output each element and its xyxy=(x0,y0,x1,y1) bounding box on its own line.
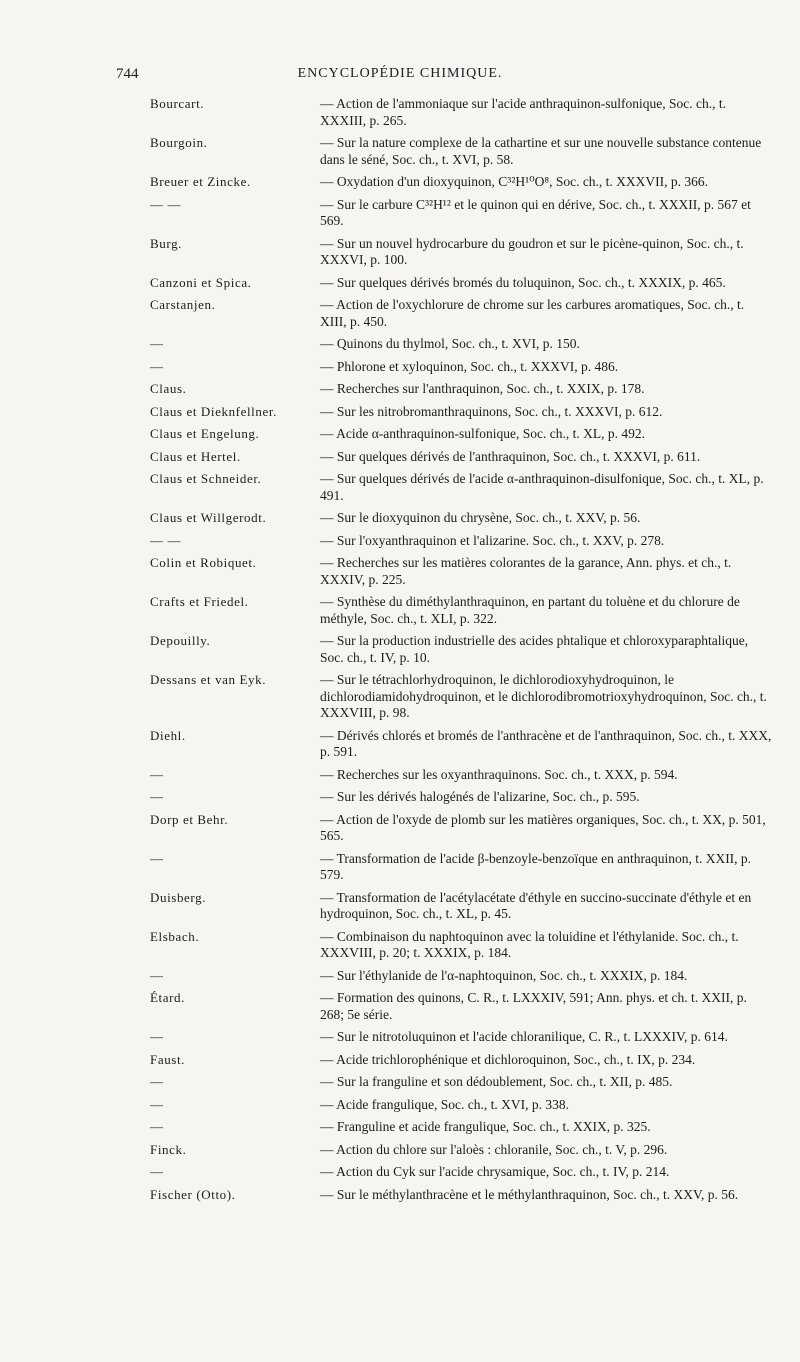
bibliography-entry xyxy=(0,851,800,884)
entry-author: — xyxy=(150,1164,164,1179)
entry-author: — xyxy=(150,850,164,866)
entry-description: — Sur l'éthylanide de l'α-naphtoquinon, Soc. ch., t. XXXIX, p. 184. xyxy=(320,967,688,983)
entry-description: — Sur quelques dérivés bromés du toluquinon, Soc. ch., t. XXXIX, p. 465. xyxy=(320,274,726,290)
entry-description: — Sur la franguline et son dédoublement, Soc. ch., t. XII, p. 485. xyxy=(320,1074,673,1089)
entry-description: — Sur la nature complexe de la cathartine et sur une nouvelle substance contenue dans le séné, Soc. ch., t. XVI, p. 58. xyxy=(320,135,762,167)
entry-description: — Synthèse du diméthylanthraquinon, en partant du toluène et du chlorure de méthyle, Soc. ch., t. XLI, p. 322. xyxy=(320,594,740,626)
entry-author: — xyxy=(150,766,164,782)
bibliography-entry xyxy=(0,449,800,466)
entry-description: — Recherches sur l'anthraquinon, Soc. ch., t. XXIX, p. 178. xyxy=(320,381,645,396)
bibliography-entry xyxy=(0,1029,800,1046)
bibliography-entry xyxy=(0,135,800,168)
bibliography-entry xyxy=(0,633,800,666)
bibliography-entry xyxy=(0,275,800,292)
entry-author: Colin et Robiquet. xyxy=(150,555,257,570)
entry-author: Fischer (Otto). xyxy=(150,1186,236,1202)
entry-author: Faust. xyxy=(150,1051,186,1067)
entry-author: — — xyxy=(150,532,182,548)
entry-author: Elsbach. xyxy=(150,928,200,944)
entry-author: Breuer et Zincke. xyxy=(150,174,251,189)
entry-description: — Combinaison du naphtoquinon avec la toluidine et l'éthylanide. Soc. ch., t. XXXVIII, p. 20; t. XXXIX, p. 184. xyxy=(320,928,739,960)
entry-author: Finck. xyxy=(150,1141,187,1157)
bibliography-entry xyxy=(0,359,800,376)
entry-description: — Action de l'oxyde de plomb sur les matières organiques, Soc. ch., t. XX, p. 501, 565. xyxy=(320,811,766,843)
entry-description: — Acide frangulique, Soc. ch., t. XVI, p. 338. xyxy=(320,1096,569,1112)
bibliography-entry xyxy=(0,510,800,527)
bibliography-entry xyxy=(0,968,800,985)
entry-description: — Oxydation d'un dioxyquinon, C³²H¹⁰O⁸, Soc. ch., t. XXXVII, p. 366. xyxy=(320,174,709,189)
entry-description: — Action du Cyk sur l'acide chrysamique, Soc. ch., t. IV, p. 214. xyxy=(320,1164,670,1179)
bibliography-entry xyxy=(0,96,800,129)
entry-description: — Sur les dérivés halogénés de l'alizarine, Soc. ch., p. 595. xyxy=(320,789,640,804)
bibliography-entry xyxy=(0,890,800,923)
bibliography-entry xyxy=(0,990,800,1023)
entry-author: Burg. xyxy=(150,235,183,251)
entry-author: Bourgoin. xyxy=(150,135,208,150)
entry-description: — Sur le nitrotoluquinon et l'acide chloranilique, C. R., t. LXXXIV, p. 614. xyxy=(320,1029,728,1044)
entry-description: — Sur l'oxyanthraquinon et l'alizarine. Soc. ch., t. XXV, p. 278. xyxy=(320,532,665,548)
entry-author: — xyxy=(150,1029,164,1044)
entry-author: Canzoni et Spica. xyxy=(150,274,252,290)
bibliography-entry xyxy=(0,555,800,588)
entry-author: Claus et Engelung. xyxy=(150,426,260,441)
bibliography-entry xyxy=(0,1097,800,1114)
bibliography-entry xyxy=(0,533,800,550)
bibliography-entry xyxy=(0,471,800,504)
bibliography-entry xyxy=(0,1052,800,1069)
entry-author: Diehl. xyxy=(150,727,186,743)
entry-author: — xyxy=(150,1096,164,1112)
bibliography-entry xyxy=(0,426,800,443)
entry-description: — Acide α-anthraquinon-sulfonique, Soc. ch., t. XL, p. 492. xyxy=(320,426,646,441)
bibliography-entry xyxy=(0,594,800,627)
bibliography-entry xyxy=(0,174,800,191)
entry-author: Carstanjen. xyxy=(150,297,216,312)
bibliography-entry xyxy=(0,381,800,398)
bibliography-entry xyxy=(0,1142,800,1159)
entry-author: — xyxy=(150,789,164,804)
entry-description: — Sur le dioxyquinon du chrysène, Soc. ch., t. XXV, p. 56. xyxy=(320,510,641,525)
bibliography-list xyxy=(0,96,800,1209)
bibliography-entry xyxy=(0,404,800,421)
entry-description: — Recherches sur les matières colorantes de la garance, Ann. phys. et ch., t. XXXIV, p. 225. xyxy=(320,555,732,587)
entry-author: — xyxy=(150,358,164,374)
entry-description: — Sur quelques dérivés de l'acide α-anthraquinon-disulfonique, Soc. ch., t. XL, p. 491. xyxy=(320,471,764,503)
entry-author: Depouilly. xyxy=(150,633,211,648)
entry-description: — Action de l'ammoniaque sur l'acide anthraquinon-sulfonique, Soc. ch., t. XXXIII, p. 265. xyxy=(320,96,727,128)
entry-description: — Recherches sur les oxyanthraquinons. Soc. ch., t. XXX, p. 594. xyxy=(320,766,678,782)
entry-description: — Sur les nitrobromanthraquinons, Soc. ch., t. XXXVI, p. 612. xyxy=(320,403,663,419)
bibliography-entry xyxy=(0,1187,800,1204)
bibliography-entry xyxy=(0,672,800,722)
entry-author: Claus. xyxy=(150,381,187,396)
bibliography-entry xyxy=(0,1074,800,1091)
page-number: 744 xyxy=(116,66,139,82)
entry-author: Étard. xyxy=(150,990,186,1005)
entry-author: Claus et Willgerodt. xyxy=(150,510,267,525)
bibliography-entry xyxy=(0,1164,800,1181)
bibliography-entry xyxy=(0,728,800,761)
bibliography-entry xyxy=(0,236,800,269)
entry-description: — Sur quelques dérivés de l'anthraquinon, Soc. ch., t. XXXVI, p. 611. xyxy=(320,448,701,464)
entry-author: — xyxy=(150,1119,164,1134)
entry-description: — Sur le carbure C³²H¹² et le quinon qui en dérive, Soc. ch., t. XXXII, p. 567 et 569. xyxy=(320,196,751,228)
entry-description: — Franguline et acide frangulique, Soc. ch., t. XXIX, p. 325. xyxy=(320,1119,651,1134)
entry-author: Claus et Hertel. xyxy=(150,448,241,464)
entry-description: — Phlorone et xyloquinon, Soc. ch., t. XXXVI, p. 486. xyxy=(320,358,619,374)
entry-description: — Formation des quinons, C. R., t. LXXXIV, 591; Ann. phys. et ch. t. XXII, p. 268; 5e série. xyxy=(320,990,747,1022)
bibliography-entry xyxy=(0,767,800,784)
entry-description: — Transformation de l'acétylacétate d'éthyle en succino-succinate d'éthyle et en hydroquinon, Soc. ch., t. XL, p. 45. xyxy=(320,889,752,921)
entry-author: Dorp et Behr. xyxy=(150,811,229,827)
entry-description: — Quinons du thylmol, Soc. ch., t. XVI, p. 150. xyxy=(320,336,580,351)
entry-author: Dessans et van Eyk. xyxy=(150,672,267,687)
bibliography-entry xyxy=(0,197,800,230)
bibliography-entry xyxy=(0,1119,800,1136)
bibliography-entry xyxy=(0,812,800,845)
entry-description: — Sur le méthylanthracène et le méthylanthraquinon, Soc. ch., t. XXV, p. 56. xyxy=(320,1186,739,1202)
entry-author: Claus et Dieknfellner. xyxy=(150,403,277,419)
bibliography-entry xyxy=(0,789,800,806)
entry-author: Crafts et Friedel. xyxy=(150,594,249,609)
entry-description: — Dérivés chlorés et bromés de l'anthracène et de l'anthraquinon, Soc. ch., t. XXX, p. 591. xyxy=(320,727,772,759)
bibliography-entry xyxy=(0,336,800,353)
page-header xyxy=(0,66,800,88)
entry-description: — Action de l'oxychlorure de chrome sur les carbures aromatiques, Soc. ch., t. XIII, p. 450. xyxy=(320,297,745,329)
running-title: ENCYCLOPÉDIE CHIMIQUE. xyxy=(297,66,503,81)
entry-author: — — xyxy=(150,196,182,212)
entry-author: — xyxy=(150,336,164,351)
bibliography-entry xyxy=(0,297,800,330)
entry-description: — Sur le tétrachlorhydroquinon, le dichlorodioxyhydroquinon, le dichlorodiamidohydroquinon, et le dichlorodibromotrioxyhydroquinon, Soc. ch., t. XXXVIII, p. 98. xyxy=(320,672,767,720)
entry-description: — Acide trichlorophénique et dichloroquinon, Soc., ch., t. IX, p. 234. xyxy=(320,1051,696,1067)
entry-author: Claus et Schneider. xyxy=(150,471,262,486)
entry-description: — Sur la production industrielle des acides phtalique et chloroxyparaphtalique, Soc. ch., t. IV, p. 10. xyxy=(320,633,749,665)
entry-author: — xyxy=(150,967,164,983)
entry-description: — Action du chlore sur l'aloès : chloranile, Soc. ch., t. V, p. 296. xyxy=(320,1141,668,1157)
entry-description: — Sur un nouvel hydrocarbure du goudron et sur le picène-quinon, Soc. ch., t. XXXVI, p. 100. xyxy=(320,235,744,267)
bibliography-entry xyxy=(0,929,800,962)
entry-description: — Transformation de l'acide β-benzoyle-benzoïque en anthraquinon, t. XXII, p. 579. xyxy=(320,850,752,882)
entry-author: Bourcart. xyxy=(150,96,205,111)
entry-author: Duisberg. xyxy=(150,889,207,905)
entry-author: — xyxy=(150,1074,164,1089)
